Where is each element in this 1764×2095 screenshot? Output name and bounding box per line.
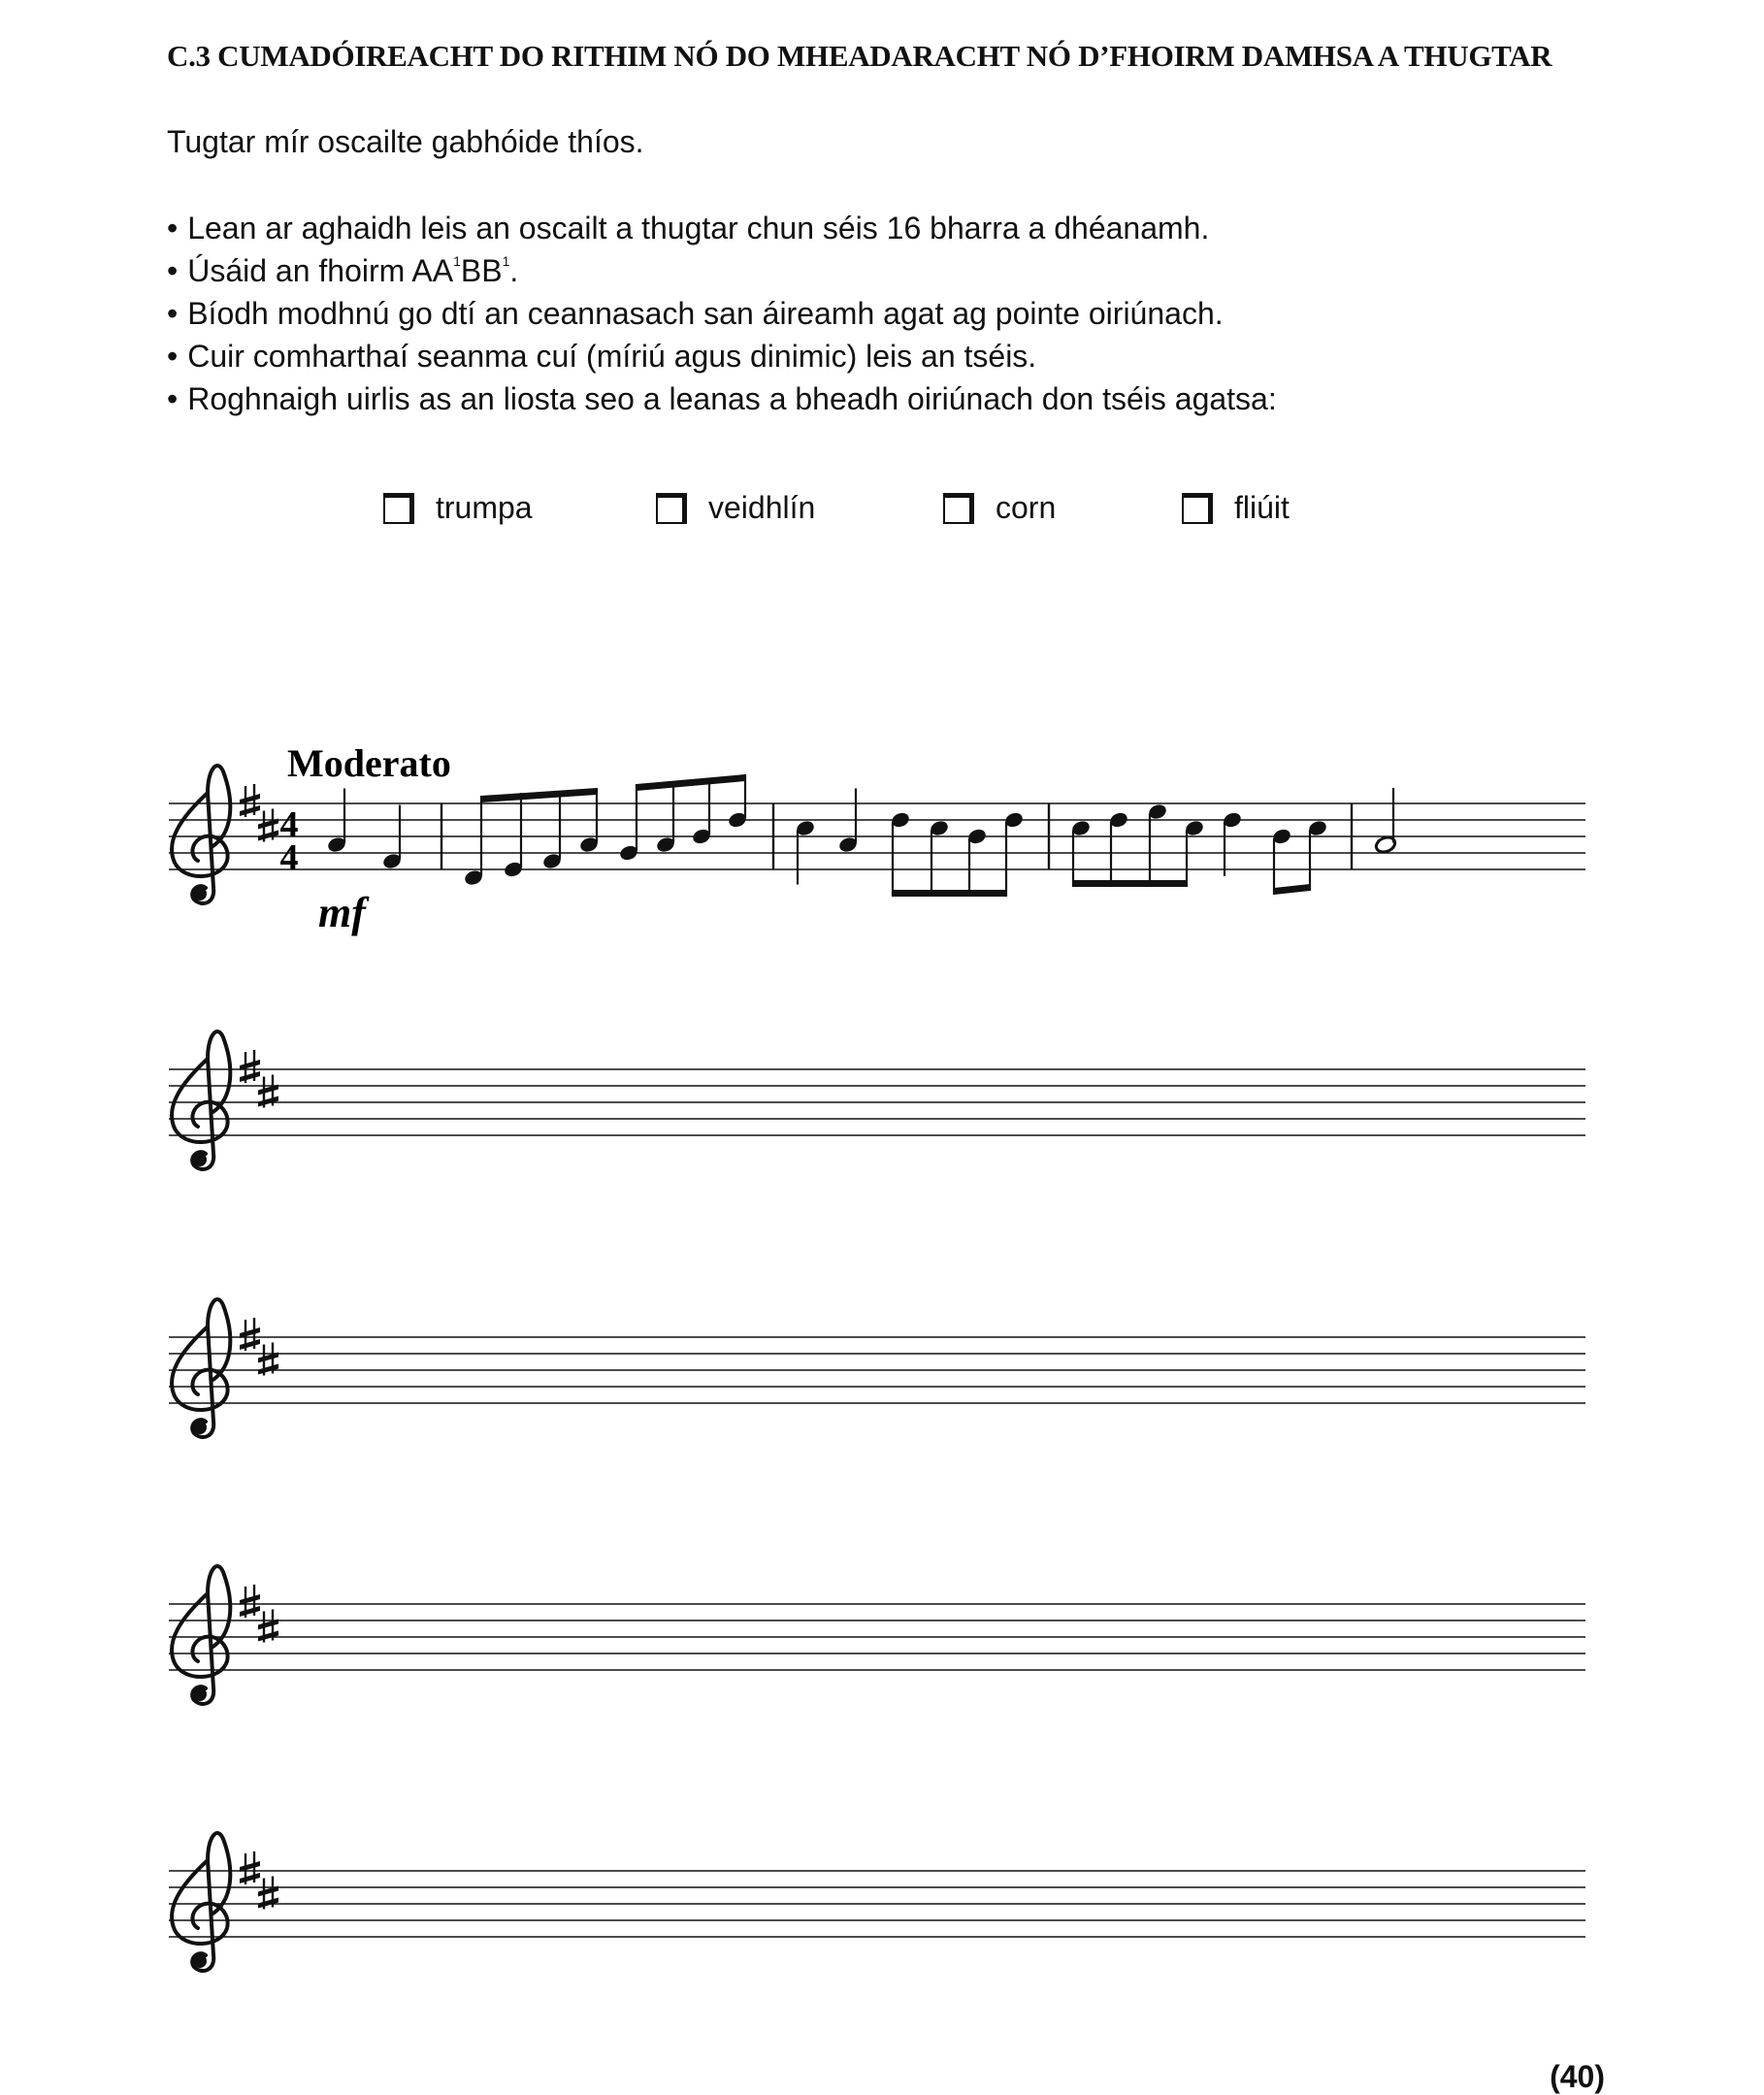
staff: [169, 1833, 1585, 1971]
superscript: 1: [453, 253, 461, 269]
staff: [169, 1566, 1585, 1704]
instruction-text: Cuir comharthaí seanma cuí (míriú agus dinimic) leis an tséis.: [187, 339, 1037, 374]
treble-clef-icon: [172, 766, 230, 903]
instrument-label: corn: [996, 490, 1057, 525]
tempo-marking: Moderato: [287, 741, 451, 785]
treble-clef-icon: [172, 1031, 230, 1169]
instrument-label: veidhlín: [708, 490, 816, 525]
dynamic-marking: mf: [318, 889, 366, 936]
superscript: 1: [502, 253, 510, 269]
instrument-label: fliúit: [1234, 490, 1290, 525]
sharp-icon: [240, 1318, 260, 1351]
sharp-icon: [240, 1585, 260, 1618]
treble-clef-icon: [172, 1833, 230, 1971]
staves: [169, 766, 1585, 1971]
instruction-text: Úsáid an fhoirm AA: [187, 253, 454, 288]
beam: [1274, 884, 1310, 895]
staff: [169, 1299, 1585, 1437]
section-heading: C.3 CUMADÓIREACHT DO RITHIM NÓ DO MHEADARACHT NÓ D’FHOIRM DAMHSA A THUGTAR: [167, 39, 1552, 73]
sharp-icon: [240, 1050, 260, 1083]
intro-text: Tugtar mír oscailte gabhóide thíos.: [167, 124, 644, 159]
sharp-icon: [240, 1851, 260, 1884]
instruction-text: Bíodh modhnú go dtí an ceannasach san áireamh agat ag pointe oiriúnach.: [187, 296, 1224, 331]
instruction-text: Lean ar aghaidh leis an oscailt a thugtar chun séis 16 bharra a dhéanamh.: [187, 211, 1210, 246]
instruction-text: BB: [460, 253, 503, 288]
melody-notes: [326, 774, 1397, 897]
sharp-icon: [240, 784, 260, 817]
beam: [637, 774, 745, 791]
staff: [169, 766, 1585, 903]
beam: [481, 788, 597, 802]
instruction-text: Roghnaigh uirlis as an liosta seo a leanas a bheadh oiriúnach don tséis agatsa:: [187, 381, 1277, 416]
beam: [893, 890, 1006, 897]
treble-clef-icon: [172, 1566, 230, 1704]
page-number: (40): [1550, 2059, 1605, 2094]
time-signature-bottom: 4: [279, 837, 299, 878]
treble-clef-icon: [172, 1299, 230, 1437]
instruction-text: .: [509, 253, 519, 288]
instrument-label: trumpa: [436, 490, 533, 525]
beam: [1073, 880, 1187, 887]
time-signature-top: 4: [279, 804, 299, 845]
staff: [169, 1031, 1585, 1169]
